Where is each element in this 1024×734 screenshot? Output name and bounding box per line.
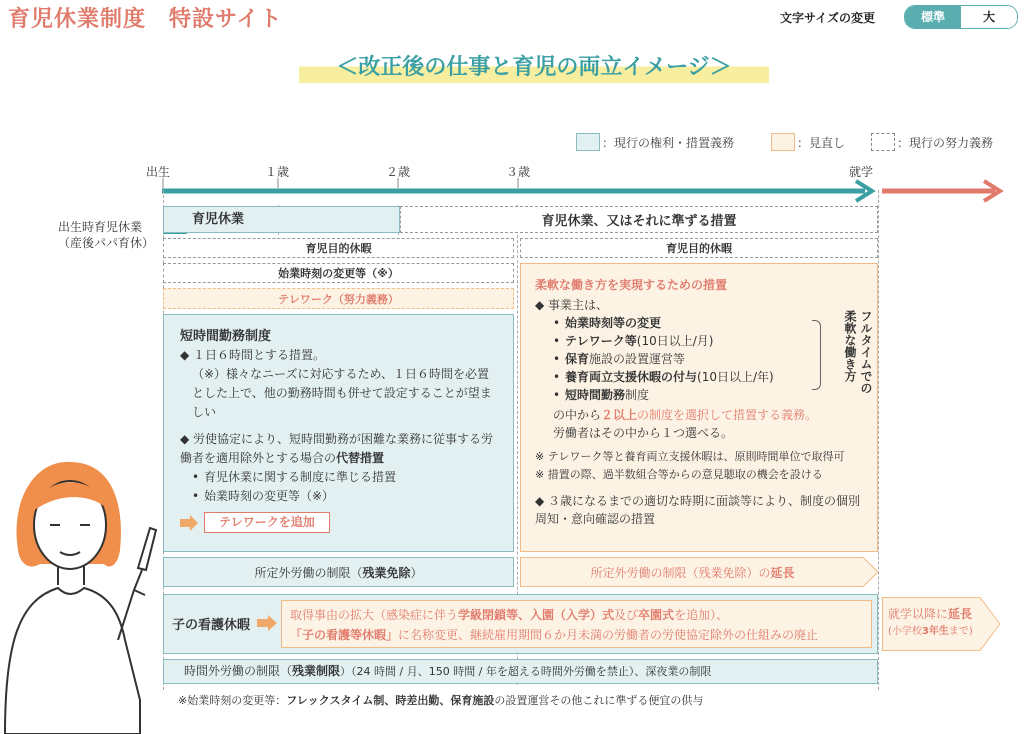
flexible-select-b: ２以上 (601, 408, 638, 422)
timeline-arrow (150, 176, 1010, 206)
kango-l1-e: を追加）、 (674, 608, 729, 622)
childcare-leave-extension (278, 206, 400, 233)
purpose-leave-left: 育児目的休暇 (163, 238, 514, 258)
footnote (178, 692, 703, 708)
kango-l1-a: 取得事由の拡大（感染症に伴う (290, 608, 459, 622)
telework-effort-box: テレワーク（努力義務） (163, 288, 514, 309)
flexible-item-note: 施設の設置運営等 (589, 352, 686, 366)
kango-l2-b: に名称変更、継続雇用期間６か月未満の労働者の労使協定除外の仕組みの廃止 (398, 628, 819, 642)
flexible-side-label: フルタイムでの柔軟な働き方 (843, 310, 873, 394)
flexible-item-note: 制度 (625, 388, 650, 402)
legend-label-effort: ：現行の努力義務 (897, 136, 994, 150)
overtime-right-b: 延長 (770, 565, 795, 580)
flexible-item-note: (10日以上/年) (697, 370, 774, 384)
flexible-note3: ◆ ３歳になるまでの適切な時期に面談等により、制度の個別周知・意向確認の措置 (535, 494, 861, 526)
legend-swatch-revised (771, 133, 795, 151)
overtime-left-a: 所定外労働の制限（ (254, 565, 363, 580)
flexible-title: 柔軟な働き方を実現するための措置 (535, 278, 728, 292)
age-label-1: １歳 (265, 165, 290, 179)
papa-leave-sub: （産後パパ育休） (58, 236, 155, 250)
kango-l1-d: 卒園式 (638, 608, 675, 622)
legend-swatch-current (576, 133, 600, 151)
flexible-select (535, 406, 863, 424)
overtime-limit-left (163, 557, 514, 587)
flexible-note2: ※ 措置の際、過半数組合等からの意見聴取の機会を設ける (535, 468, 823, 481)
papa-leave-label: 出生時育児休業 (58, 220, 143, 234)
short-time-title: 短時間勤務制度 (180, 329, 272, 344)
age-label-2: ２歳 (386, 165, 411, 179)
flexible-select-c: の制度を選択して措置する義務。 (637, 408, 818, 422)
flexible-item: テレワーク等 (565, 334, 637, 348)
legend-label-revised: ：見直し (797, 136, 846, 150)
kango-l2-a: 「子の看護等休暇」 (290, 628, 399, 642)
kango-l1-c: 及び (614, 608, 639, 622)
flexible-bracket (812, 320, 821, 390)
age-label-birth: 出生 (146, 165, 171, 179)
flexible-item: 始業時刻等の変更 (565, 316, 662, 330)
overtime-left-c: ） (410, 565, 423, 580)
short-time-box (163, 314, 514, 552)
kango-changes-box (281, 600, 872, 648)
kango-ext-d: 3年生 (921, 626, 949, 637)
kango-ext-c: (小学校 (888, 626, 922, 637)
legend-swatch-effort (871, 133, 895, 151)
overtime-hours-limit (163, 659, 878, 684)
childcare-leave-measures: 育児休業、又はそれに準ずる措置 (400, 206, 878, 233)
overtime-right-a: 所定外労働の制限（残業免除）の (590, 565, 771, 580)
flexible-item: 保育 (565, 352, 590, 366)
flexible-work-box (520, 263, 878, 552)
short-time-item: • 始業時刻の変更等（※） (192, 487, 497, 506)
arrow-right-icon (257, 615, 277, 631)
telework-add-label: テレワークを追加 (204, 512, 330, 533)
short-time-p2-bold: 代替措置 (336, 451, 385, 465)
jikangai-b: 残業制限 (292, 664, 341, 678)
purpose-leave-right: 育児目的休暇 (520, 238, 878, 258)
overtime-left-b: 残業免除 (362, 565, 411, 580)
age-label-3: ３歳 (506, 165, 531, 179)
kango-ext-a: 就学以降に (888, 607, 949, 621)
font-size-label: 文字サイズの変更 (780, 11, 876, 25)
childcare-leave-box: 育児休業 (163, 206, 279, 233)
flexible-item: 養育両立支援休暇の付与 (565, 370, 698, 384)
font-size-toggle (904, 5, 1018, 29)
footnote-a: ※始業時刻の変更等： (178, 694, 287, 707)
short-time-p2 (180, 430, 497, 468)
short-time-item: • 育児休業に関する制度に準じる措置 (192, 468, 497, 487)
telework-add-row (180, 512, 497, 533)
flexible-item-note: (10日以上/月) (636, 334, 714, 348)
flexible-choose: 労働者はその中から１つ選べる。 (553, 426, 734, 440)
jikangai-a: 時間外労働の制限（ (184, 664, 293, 678)
flexible-item: 短時間勤務 (565, 388, 626, 402)
kango-l1-b: 学級閉鎖等、入園（入学）式 (458, 608, 615, 622)
flexible-lead: ◆ 事業主は、 (535, 298, 609, 312)
short-time-note: （※）様々なニーズに対応するため、１日６時間を必置とした上で、他の勤務時間も併せて設定することが望ましい (192, 367, 492, 419)
flexible-select-a: の中から (553, 408, 602, 422)
overtime-limit-right (520, 557, 865, 587)
footnote-b: フレックスタイム制、時差出勤、保育施設 (286, 694, 495, 707)
site-title: 育児休業制度 特設サイト (8, 7, 283, 32)
woman-illustration (0, 440, 160, 734)
font-size-standard-button[interactable]: 標準 (905, 6, 961, 28)
footnote-c: の設置運営その他これに準ずる便宜の供与 (494, 694, 704, 707)
font-size-large-button[interactable]: 大 (961, 6, 1017, 28)
guide-school (878, 190, 879, 690)
arrow-right-icon (180, 515, 198, 531)
flexible-note1: ※ テレワーク等と養育両立支援休暇は、原則時間単位で取得可 (535, 450, 845, 463)
kango-extension (888, 605, 988, 641)
page-title: ＜改正後の仕事と育児の両立イメージ＞ (299, 53, 769, 83)
jikangai-c: ）（24 時間 / 月、150 時間 / 年を超える時間外労働を禁止）、深夜業の制限 (340, 665, 712, 678)
kango-label: 子の看護休暇 (172, 618, 251, 633)
kango-ext-e: まで) (948, 626, 973, 637)
short-time-p2-text: ◆ 労使協定により、短時間勤務が困難な業務に従事する労働者を適用除外とする場合の (180, 432, 494, 465)
kango-ext-b: 延長 (948, 607, 973, 621)
legend-label-current: ：現行の権利・措置義務 (602, 136, 735, 150)
short-time-p1: ◆ １日６時間とする措置。 (180, 348, 326, 362)
start-time-change-box: 始業時刻の変更等（※） (163, 263, 514, 283)
age-label-school: 就学 (849, 165, 874, 179)
